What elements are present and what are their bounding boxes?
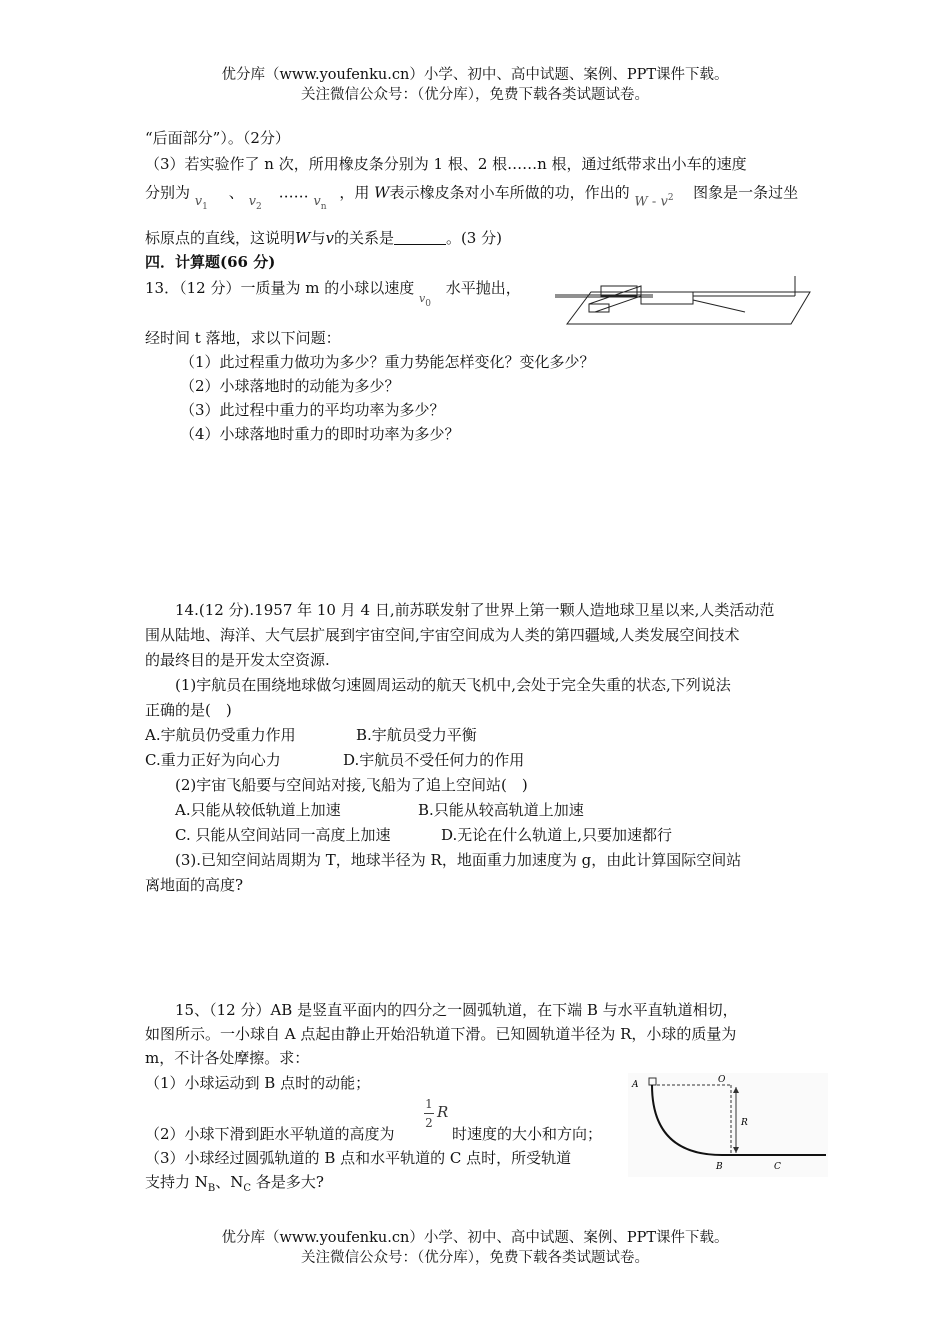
footer-line-1: 优分库（www.youfenku.cn）小学、初中、高中试题、案例、PPT课件下载。 (221, 1230, 729, 1246)
q14-option-2A: A.只能从较低轨道上加速 (175, 801, 341, 819)
q13-item-4: （4）小球落地时重力的即时功率为多少？ (180, 425, 460, 443)
q13-item-3: （3）此过程中重力的平均功率为多少？ (180, 401, 445, 419)
label-C: C (774, 1162, 781, 1172)
q14-stem-3: 的最终目的是开发太空资源. (145, 651, 330, 669)
separator: 、 (228, 183, 244, 202)
q15-item-2b: 时速度的大小和方向； (452, 1125, 603, 1143)
label-O: O (718, 1075, 726, 1085)
q14-option-2B: B.只能从较高轨道上加速 (418, 801, 584, 819)
prev-line-4: 标原点的直线，这说明W与v的关系是 。(3 分) (145, 229, 502, 247)
v2-symbol: $v_2$ (248, 194, 262, 213)
q14-part1-line2: 正确的是( ) (145, 701, 232, 719)
q14-part1-line1: (1)宇航员在围绕地球做匀速圆周运动的航天飞机中,会处于完全失重的状态,下列说法 (175, 676, 731, 694)
label-A: A (632, 1080, 639, 1090)
q14-part2: (2)宇宙飞船要与空间站对接,飞船为了追上空间站( ) (175, 776, 528, 794)
vn-symbol: $v_n$ (313, 194, 327, 213)
section-title: 四．计算题(66 分) (145, 253, 276, 271)
prev-text: 图象是一条过坐 (693, 183, 799, 202)
v1-symbol: $v_1$ (194, 194, 208, 213)
q15-stem-1: 15、（12 分）AB 是竖直平面内的四分之一圆弧轨道，在下端 B 与水平直轨道相切， (175, 1001, 738, 1019)
fraction-denominator: 2 (425, 1116, 433, 1130)
prev-text: 表示橡皮条对小车所做的功，作出的 (389, 183, 630, 202)
prev-text: ，用 (339, 183, 370, 202)
prev-line-3 (145, 178, 798, 211)
q14-option-2C: C. 只能从空间站同一高度上加速 (175, 826, 391, 844)
fraction-R: R (437, 1103, 449, 1121)
symbol-W: W (374, 183, 390, 202)
q13-item-1: （1）此过程重力做功为多少？重力势能怎样变化？变化多少？ (180, 353, 595, 371)
q13-stem-2: 经时间 t 落地，求以下问题： (145, 329, 341, 347)
q14-stem-2: 围从陆地、海洋、大气层扩展到宇宙空间,宇宙空间成为人类的第四疆域,人类发展空间技术 (145, 626, 740, 644)
q14-option-1B: B.宇航员受力平衡 (356, 726, 477, 744)
ellipsis: …… (278, 183, 309, 202)
q15-stem-2: 如图所示。一小球自 A 点起由静止开始沿轨道下滑。已知圆轨道半径为 R，小球的质量为 (145, 1025, 737, 1043)
q15-item-3b: 支持力 $N_B$、$N_C$ 各是多大? (145, 1173, 324, 1194)
q14-stem-1: 14.(12 分).1957 年 10 月 4 日,前苏联发射了世界上第一颗人造地球卫星以来,人类活动范 (175, 601, 775, 619)
graph-W-v2: W - $v^2$ (634, 193, 674, 210)
q15-item-2a: （2）小球下滑到距水平轨道的高度为 (145, 1125, 395, 1143)
fraction-bar (424, 1113, 434, 1114)
fraction-numerator: 1 (425, 1097, 433, 1111)
answer-blank[interactable] (394, 230, 446, 245)
q14-option-1D: D.宇航员不受任何力的作用 (343, 751, 525, 769)
q14-option-1A: A.宇航员仍受重力作用 (145, 726, 296, 744)
label-B: B (716, 1162, 723, 1172)
q14-option-2D: D.无论在什么轨道上,只要加速都行 (441, 826, 673, 844)
q15-item-1: （1）小球运动到 B 点时的动能； (145, 1074, 371, 1092)
q14-part3-line2: 离地面的高度? (145, 876, 244, 894)
q13-item-2: （2）小球落地时的动能为多少？ (180, 377, 400, 395)
q13-stem: 13．（12 分）一质量为 m 的小球以速度 $v_0$ 水平抛出， (145, 276, 521, 307)
prev-text: 分别为 (145, 183, 191, 202)
label-R: R (741, 1118, 748, 1128)
header-line-2: 关注微信公众号：（优分库），免费下载各类试题试卷。 (301, 87, 649, 103)
prev-line-2: （3）若实验作了 n 次，所用橡皮条分别为 1 根、2 根……n 根，通过纸带求出小车的速度 (145, 155, 747, 173)
header-line-1: 优分库（www.youfenku.cn）小学、初中、高中试题、案例、PPT课件下载。 (221, 67, 729, 83)
q13-table-figure (555, 270, 820, 330)
q15-item-3a: （3）小球经过圆弧轨道的 B 点和水平轨道的 C 点时，所受轨道 (145, 1149, 572, 1167)
q14-option-1C: C.重力正好为向心力 (145, 751, 281, 769)
q14-part3-line1: (3).已知空间站周期为 T，地球半径为 R，地面重力加速度为 g，由此计算国际空间站 (175, 851, 742, 869)
q15-stem-3: m，不计各处摩擦。求： (145, 1049, 310, 1067)
footer-line-2: 关注微信公众号：（优分库），免费下载各类试题试卷。 (301, 1250, 649, 1266)
v0-symbol: $v_0$ (419, 292, 431, 309)
prev-line-1: “后面部分”）。（2分） (145, 129, 290, 147)
q15-arc-track-figure (628, 1073, 828, 1177)
